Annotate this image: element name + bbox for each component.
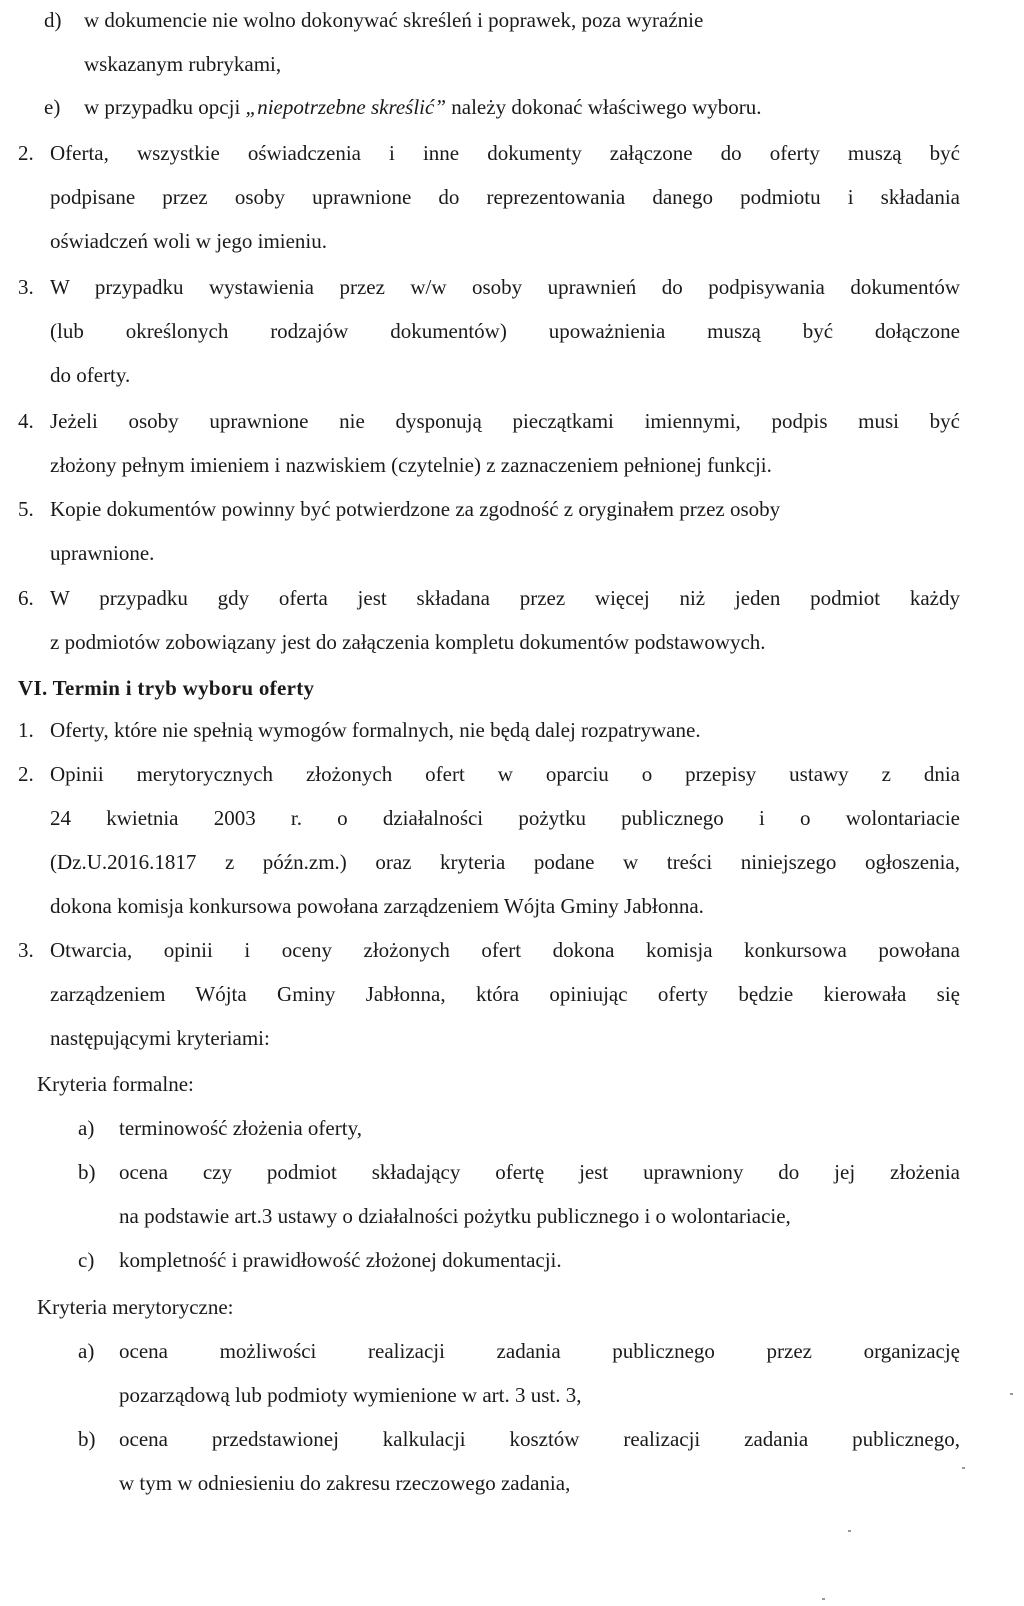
kryteria-merytoryczne [0,1295,1024,1515]
item-line: ocena możliwości realizacji zadania publicznego przez organizację [119,1339,960,1363]
text-before: w przypadku opcji [84,95,246,119]
item-line: Oferta, wszystkie oświadczenia i inne dokumenty załączone do oferty muszą być [50,141,960,165]
item-line: oświadczeń woli w jego imieniu. [50,229,328,253]
item-label: a) [78,1339,95,1363]
criteria-title: Kryteria formalne: [37,1072,194,1096]
item-line: (Dz.U.2016.1817 z późn.zm.) oraz kryteria podane w treści niniejszego ogłoszenia, [50,850,960,874]
item-label: 2. [18,762,34,786]
item-label: a) [78,1116,95,1140]
scan-speck [962,1467,965,1469]
item-label: 5. [18,497,34,521]
item-line: Opinii merytorycznych złożonych ofert w oparciu o przepisy ustawy z dnia [50,762,960,786]
item-line: Otwarcia, opinii i oceny złożonych ofert dokona komisja konkursowa powołana [50,938,960,962]
item-line: Jeżeli osoby uprawnione nie dysponują pieczątkami imiennymi, podpis musi być [50,409,960,433]
list-item-d [0,8,1024,96]
section-item-3 [0,275,1024,407]
item-line: Kopie dokumentów powinny być potwierdzone za zgodność z oryginałem przez osoby [50,497,781,521]
section-vi-item-3 [0,938,1024,1070]
italic-text: „niepotrzebne skreślić” [245,95,447,119]
item-label: 3. [18,938,34,962]
item-line: 24 kwietnia 2003 r. o działalności pożytku publicznego i o wolontariacie [50,806,960,830]
item-line [84,95,960,120]
scan-speck [1010,1393,1013,1395]
section-item-2 [0,141,1024,273]
item-line: W przypadku gdy oferta jest składana przez więcej niż jeden podmiot każdy [50,586,960,610]
item-line: z podmiotów zobowiązany jest do załączenia kompletu dokumentów podstawowych. [50,630,766,654]
section-item-4 [0,409,1024,497]
item-label: 4. [18,409,34,433]
item-line: ocena przedstawionej kalkulacji kosztów realizacji zadania publicznego, [119,1427,960,1451]
item-label: d) [44,8,62,32]
item-label: b) [78,1427,96,1451]
item-line: w tym w odniesieniu do zakresu rzeczowego zadania, [119,1471,571,1495]
item-line: ocena czy podmiot składający ofertę jest uprawniony do jej złożenia [119,1160,960,1184]
item-line: W przypadku wystawienia przez w/w osoby uprawnień do podpisywania dokumentów [50,275,960,299]
item-label: e) [44,95,61,119]
item-label: 2. [18,141,34,165]
item-label: 6. [18,586,34,610]
item-line: uprawnione. [50,541,155,565]
section-vi-item-1 [0,718,1024,762]
section-heading: VI. Termin i tryb wyboru oferty [18,676,315,700]
item-line: pozarządową lub podmioty wymienione w art. 3 ust. 3, [119,1383,582,1407]
list-item-e [0,95,1024,139]
item-label: c) [78,1248,95,1272]
item-line: (lub określonych rodzajów dokumentów) upoważnienia muszą być dołączone [50,319,960,343]
item-line: następującymi kryteriami: [50,1026,270,1050]
item-line: na podstawie art.3 ustawy o działalności pożytku publicznego i o wolontariacie, [119,1204,791,1228]
kryteria-formalne [0,1072,1024,1292]
item-line: kompletność i prawidłowość złożonej dokumentacji. [119,1248,562,1272]
text-after: należy dokonać właściwego wyboru. [446,95,762,119]
item-line: terminowość złożenia oferty, [119,1116,362,1140]
item-label: b) [78,1160,96,1184]
section-vi-item-2 [0,762,1024,938]
section-item-6 [0,586,1024,674]
item-line: do oferty. [50,363,131,387]
scan-speck [848,1530,851,1532]
item-line: zarządzeniem Wójta Gminy Jabłonna, która opiniując oferty będzie kierowała się [50,982,960,1006]
section-item-5 [0,497,1024,585]
item-line: podpisane przez osoby uprawnione do reprezentowania danego podmiotu i składania [50,185,960,209]
item-line: w dokumencie nie wolno dokonywać skreśleń i poprawek, poza wyraźnie [84,8,704,32]
item-line: Oferty, które nie spełnią wymogów formalnych, nie będą dalej rozpatrywane. [50,718,701,742]
criteria-title: Kryteria merytoryczne: [37,1295,234,1319]
item-line: wskazanym rubrykami, [84,52,282,76]
item-line: dokona komisja konkursowa powołana zarządzeniem Wójta Gminy Jabłonna. [50,894,704,918]
item-label: 1. [18,718,34,742]
scan-speck [822,1598,825,1600]
item-line: złożony pełnym imieniem i nazwiskiem (czytelnie) z zaznaczeniem pełnionej funkcji. [50,453,772,477]
item-label: 3. [18,275,34,299]
